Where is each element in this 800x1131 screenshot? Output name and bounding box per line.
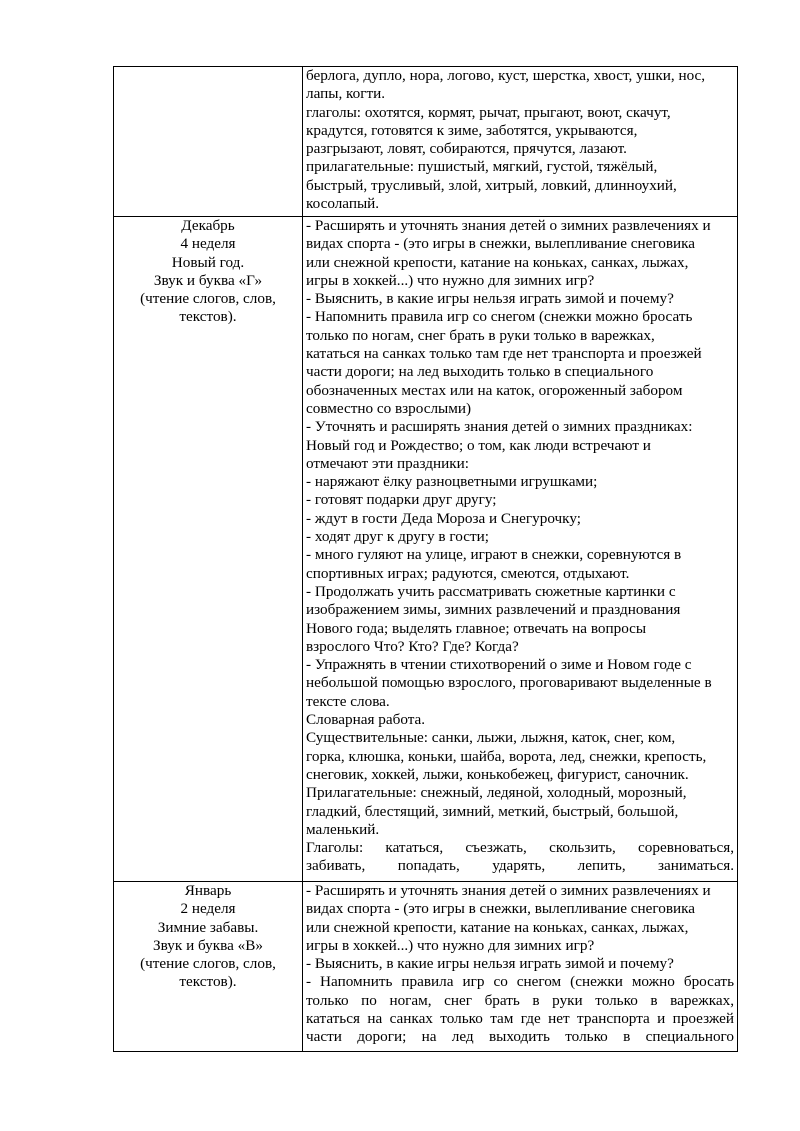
content-line: тексте слова. bbox=[306, 692, 390, 710]
content-line: - ходят друг к другу в гости; bbox=[306, 528, 489, 546]
content-line: или снежной крепости, катание на коньках, санках, лыжах, bbox=[306, 918, 689, 936]
content-line: Глаголы: кататься, съезжать, скользить, соревноваться, bbox=[306, 839, 734, 857]
content-line: забивать, попадать, ударять, лепить, заниматься. bbox=[306, 857, 734, 875]
content-line: или снежной крепости, катание на коньках, санках, лыжах, bbox=[306, 253, 689, 271]
content-line: только по ногам, снег брать в руки только в варежках, bbox=[306, 991, 734, 1009]
period-line: Звук и буква «В» bbox=[153, 936, 263, 954]
content-line: быстрый, трусливый, злой, хитрый, ловкий, длинноухий, bbox=[306, 176, 677, 194]
period-line: 2 неделя bbox=[180, 900, 236, 918]
content-line: крадутся, готовятся к зиме, заботятся, укрываются, bbox=[306, 121, 638, 139]
period-cell bbox=[114, 67, 303, 217]
content-line: - Уточнять и расширять знания детей о зимних праздниках: bbox=[306, 418, 693, 436]
content-cell bbox=[303, 882, 738, 1052]
content-line: разгрызают, ловят, собираются, прячутся, лазают. bbox=[306, 140, 627, 158]
content-line: - Упражнять в чтении стихотворений о зиме и Новом годе с bbox=[306, 656, 692, 674]
table-row bbox=[114, 217, 738, 882]
content-line: - Напомнить правила игр со снегом (снежки можно бросать bbox=[306, 973, 734, 991]
content-cell bbox=[303, 217, 738, 882]
content-line: - Расширять и уточнять знания детей о зимних развлечениях и bbox=[306, 882, 711, 899]
period-line: Новый год. bbox=[171, 253, 245, 271]
content-line: гладкий, блестящий, зимний, меткий, быстрый, большой, bbox=[306, 802, 679, 820]
content-line: видах спорта - (это игры в снежки, вылепливание снеговика bbox=[306, 900, 696, 918]
content-line: изображением зимы, зимних развлечений и празднования bbox=[306, 601, 681, 619]
period-line: текстов). bbox=[179, 973, 237, 991]
content-line: Словарная работа. bbox=[306, 711, 426, 729]
content-line: только по ногам, снег брать в руки только в варежках, bbox=[306, 326, 655, 344]
plan-table-body bbox=[114, 67, 738, 1052]
content-line: берлога, дупло, нора, логово, куст, шерстка, хвост, ушки, нос, bbox=[306, 67, 706, 84]
content-line: прилагательные: пушистый, мягкий, густой, тяжёлый, bbox=[306, 158, 658, 176]
period-line: (чтение слогов, слов, bbox=[140, 955, 276, 973]
content-line: спортивных играх; радуются, смеются, отдыхают. bbox=[306, 564, 630, 582]
content-line: маленький. bbox=[306, 820, 380, 838]
content-line: небольшой помощью взрослого, проговаривают выделенные в bbox=[306, 674, 712, 692]
content-line: горка, клюшка, коньки, шайба, ворота, лед, снежки, крепость, bbox=[306, 747, 707, 765]
plan-table bbox=[113, 66, 738, 1052]
period-line: Зимние забавы. bbox=[157, 918, 259, 936]
content-line: Прилагательные: снежный, ледяной, холодный, морозный, bbox=[306, 784, 687, 802]
period-line: текстов). bbox=[179, 308, 237, 326]
content-line: совместно со взрослыми) bbox=[306, 399, 472, 417]
content-line: взрослого Что? Кто? Где? Когда? bbox=[306, 637, 519, 655]
content-line: Новый год и Рождество; о том, как люди встречают и bbox=[306, 436, 651, 454]
content-line: - много гуляют на улице, играют в снежки, соревнуются в bbox=[306, 546, 682, 564]
content-cell bbox=[303, 67, 738, 217]
content-line: лапы, когти. bbox=[306, 85, 386, 103]
content-line: глаголы: охотятся, кормят, рычат, прыгают, воют, скачут, bbox=[306, 103, 671, 121]
content-line: - Выяснить, в какие игры нельзя играть зимой и почему? bbox=[306, 290, 674, 308]
content-line: Нового года; выделять главное; отвечать на вопросы bbox=[306, 619, 647, 637]
content-line: - Продолжать учить рассматривать сюжетные картинки с bbox=[306, 582, 676, 600]
content-line: игры в хоккей...) что нужно для зимних игр? bbox=[306, 936, 595, 954]
content-line: обозначенных местах или на каток, огороженный забором bbox=[306, 381, 683, 399]
period-cell bbox=[114, 217, 303, 882]
period-line: (чтение слогов, слов, bbox=[140, 290, 276, 308]
period-line: Звук и буква «Г» bbox=[153, 271, 263, 289]
content-line: - Напомнить правила игр со снегом (снежки можно бросать bbox=[306, 308, 693, 326]
period-line: Январь bbox=[184, 882, 232, 899]
period-line: Декабрь bbox=[181, 217, 235, 234]
content-line: части дороги; на лед выходить только в специального bbox=[306, 363, 654, 381]
content-line: видах спорта - (это игры в снежки, вылепливание снеговика bbox=[306, 235, 696, 253]
content-line: Существительные: санки, лыжи, лыжня, каток, снег, ком, bbox=[306, 729, 676, 747]
content-line: - готовят подарки друг другу; bbox=[306, 491, 497, 509]
content-line: - Выяснить, в какие игры нельзя играть зимой и почему? bbox=[306, 955, 674, 973]
content-line: игры в хоккей...) что нужно для зимних игр? bbox=[306, 271, 595, 289]
content-line: кататься на санках только там где нет транспорта и проезжей bbox=[306, 345, 702, 363]
content-line: - наряжают ёлку разноцветными игрушками; bbox=[306, 473, 598, 491]
content-line: косолапый. bbox=[306, 195, 380, 213]
period-line: 4 неделя bbox=[180, 235, 236, 253]
content-line: - Расширять и уточнять знания детей о зимних развлечениях и bbox=[306, 217, 711, 234]
table-row bbox=[114, 67, 738, 217]
table-row bbox=[114, 882, 738, 1052]
content-line: части дороги; на лед выходить только в специального bbox=[306, 1028, 734, 1046]
period-cell bbox=[114, 882, 303, 1052]
content-line: снеговик, хоккей, лыжи, конькобежец, фигурист, саночник. bbox=[306, 765, 689, 783]
content-line: кататься на санках только там где нет транспорта и проезжей bbox=[306, 1010, 734, 1028]
content-line: отмечают эти праздники: bbox=[306, 454, 469, 472]
content-line: - ждут в гости Деда Мороза и Снегурочку; bbox=[306, 509, 581, 527]
